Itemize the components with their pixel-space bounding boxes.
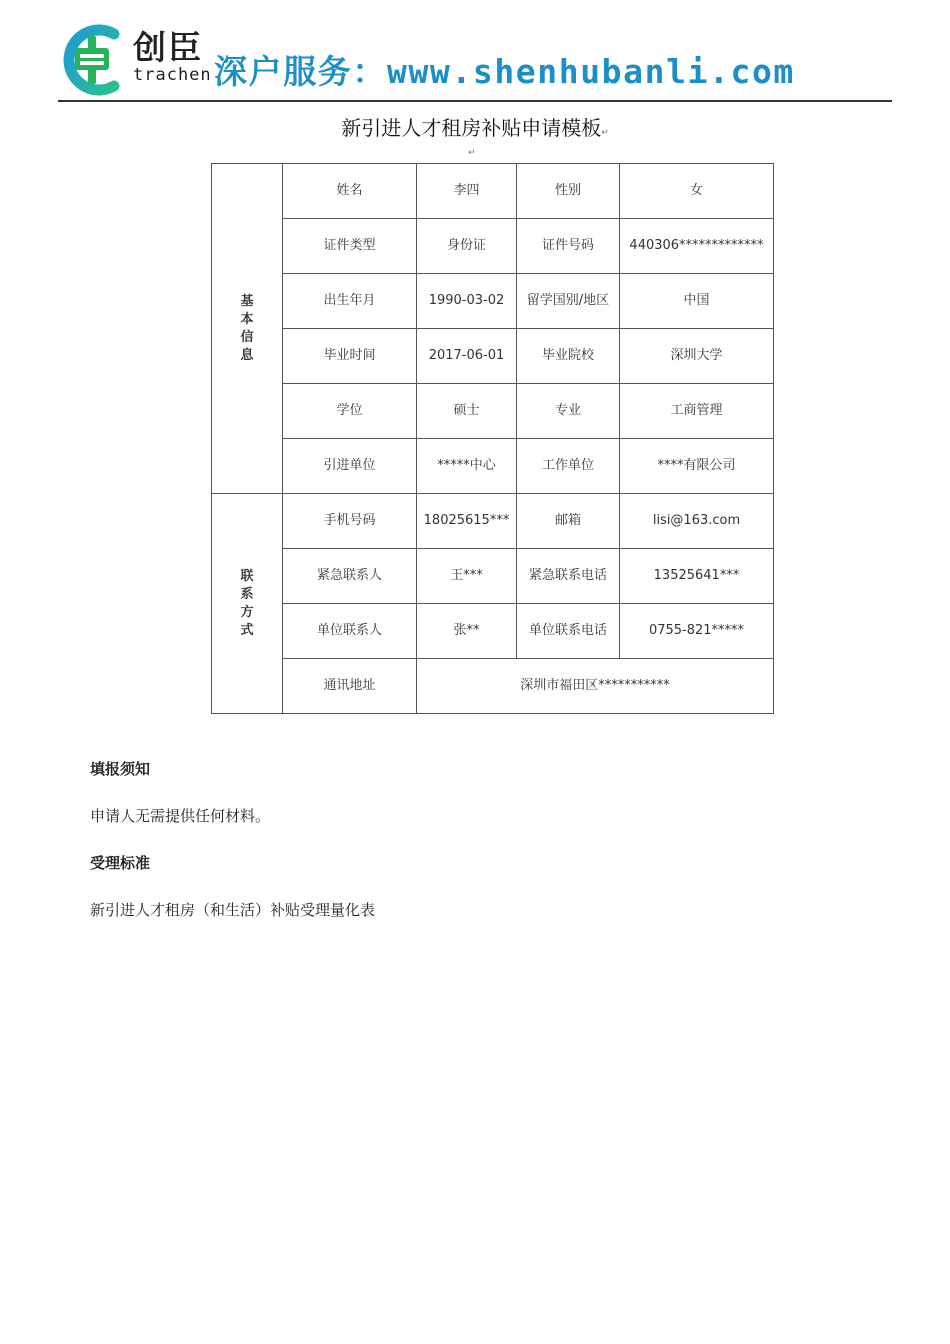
field-value: 王*** <box>417 549 517 604</box>
page-header <box>58 22 892 102</box>
field-value: 1990-03-02 <box>417 274 517 329</box>
document-title <box>0 112 950 141</box>
field-label: 邮箱 <box>517 494 620 549</box>
service-tagline: 深户服务：www.shenhubanli.com <box>214 52 795 91</box>
field-label: 单位联系人 <box>283 604 417 659</box>
form-row <box>212 384 774 439</box>
form-row <box>212 494 774 549</box>
document-title-text: 新引进人才租房补贴申请模板 <box>341 116 602 140</box>
field-value: 18025615*** <box>417 494 517 549</box>
notes-heading-filling: 填报须知 <box>90 760 151 778</box>
field-label: 证件号码 <box>517 219 620 274</box>
form-row <box>212 549 774 604</box>
field-value: ****有限公司 <box>620 439 774 494</box>
notes-text-quantification: 新引进人才租房（和生活）补贴受理量化表 <box>90 901 376 919</box>
form-row <box>212 164 774 219</box>
field-value: 0755-821***** <box>620 604 774 659</box>
form-row <box>212 604 774 659</box>
field-value: 身份证 <box>417 219 517 274</box>
field-value: 中国 <box>620 274 774 329</box>
field-label: 出生年月 <box>283 274 417 329</box>
section-basic-info-char: 基 <box>240 293 254 309</box>
logo-wordmark <box>133 28 212 84</box>
field-label: 留学国别/地区 <box>517 274 620 329</box>
field-value: 女 <box>620 164 774 219</box>
section-contact-info-char: 联 <box>240 568 254 584</box>
application-form-table <box>211 163 774 714</box>
trachen-logo-icon <box>58 22 122 98</box>
notes-heading-acceptance: 受理标准 <box>90 854 151 872</box>
field-label: 引进单位 <box>283 439 417 494</box>
section-contact-info-char: 方 <box>240 604 254 620</box>
section-basic-info-char: 本 <box>240 311 254 327</box>
field-value: 13525641*** <box>620 549 774 604</box>
form-row <box>212 274 774 329</box>
section-contact-info-char: 系 <box>240 586 254 602</box>
field-label: 单位联系电话 <box>517 604 620 659</box>
field-value: 李四 <box>417 164 517 219</box>
field-value: 深圳大学 <box>620 329 774 384</box>
section-basic-info-char: 信 <box>240 329 254 345</box>
field-value-address: 深圳市福田区*********** <box>417 659 774 714</box>
logo-english-name: trachen <box>133 65 212 85</box>
field-value: 工商管理 <box>620 384 774 439</box>
field-label: 毕业院校 <box>517 329 620 384</box>
field-value: *****中心 <box>417 439 517 494</box>
section-contact-info <box>212 494 283 714</box>
field-label: 姓名 <box>283 164 417 219</box>
notes-text-materials: 申请人无需提供任何材料。 <box>90 807 271 825</box>
field-label: 通讯地址 <box>283 659 417 714</box>
field-label: 专业 <box>517 384 620 439</box>
logo-chinese-name: 创臣 <box>133 28 203 67</box>
section-basic-info-char: 息 <box>240 347 254 363</box>
header-divider <box>58 100 892 102</box>
paragraph-return-mark-icon: ↵ <box>601 128 609 138</box>
form-row <box>212 439 774 494</box>
field-label: 紧急联系人 <box>283 549 417 604</box>
form-row-address <box>212 659 774 714</box>
field-value: 张** <box>417 604 517 659</box>
form-row <box>212 329 774 384</box>
field-value: 2017-06-01 <box>417 329 517 384</box>
section-basic-info <box>212 164 283 494</box>
field-label: 证件类型 <box>283 219 417 274</box>
field-label: 学位 <box>283 384 417 439</box>
field-label: 工作单位 <box>517 439 620 494</box>
section-contact-info-char: 式 <box>240 622 254 638</box>
field-label: 性别 <box>517 164 620 219</box>
form-row <box>212 219 774 274</box>
field-value: 硕士 <box>417 384 517 439</box>
paragraph-return-mark-icon: ↵ <box>468 148 476 158</box>
field-value: lisi@163.com <box>620 494 774 549</box>
field-label: 毕业时间 <box>283 329 417 384</box>
field-label: 手机号码 <box>283 494 417 549</box>
field-label: 紧急联系电话 <box>517 549 620 604</box>
field-value: 440306************* <box>620 219 774 274</box>
